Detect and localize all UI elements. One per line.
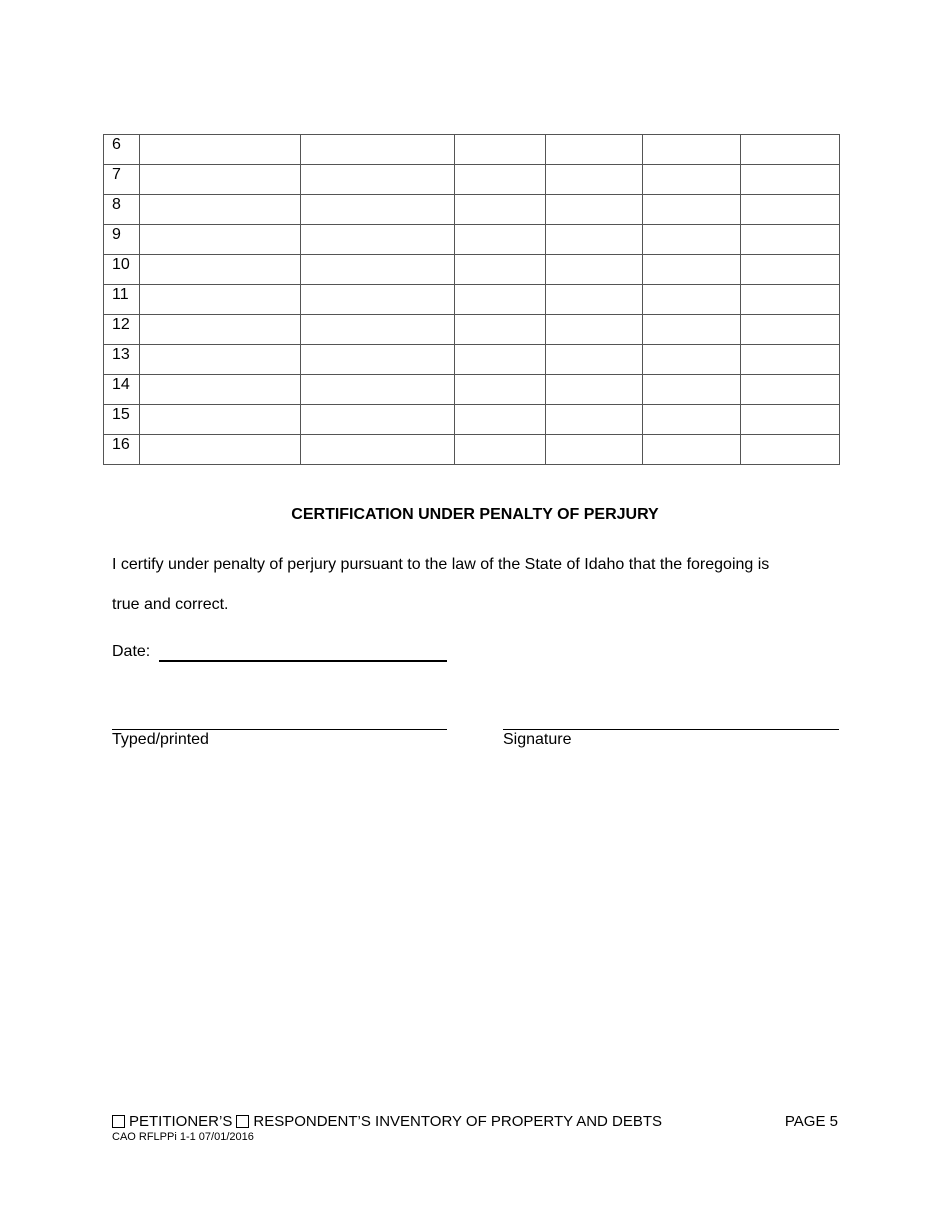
table-cell[interactable]: [140, 375, 301, 405]
table-cell[interactable]: [546, 405, 643, 435]
table-cell[interactable]: [455, 255, 546, 285]
table-cell[interactable]: [140, 285, 301, 315]
table-cell[interactable]: [301, 225, 455, 255]
table-cell[interactable]: [455, 195, 546, 225]
table-cell[interactable]: [140, 435, 301, 465]
table-cell[interactable]: [140, 195, 301, 225]
table-cell[interactable]: [140, 255, 301, 285]
table-cell[interactable]: [643, 255, 741, 285]
table-cell[interactable]: [643, 135, 741, 165]
row-number: 10: [104, 255, 140, 285]
table-cell[interactable]: [455, 375, 546, 405]
table-cell[interactable]: [455, 315, 546, 345]
table-cell[interactable]: [643, 345, 741, 375]
table-cell[interactable]: [455, 435, 546, 465]
table-cell[interactable]: [140, 165, 301, 195]
certification-text-line-1: I certify under penalty of perjury pursuant to the law of the State of Idaho that the foregoing is: [112, 556, 770, 573]
row-number: 7: [104, 165, 140, 195]
petitioner-checkbox[interactable]: [112, 1115, 125, 1128]
page-number: PAGE 5: [784, 1113, 838, 1130]
table-cell[interactable]: [455, 225, 546, 255]
footer-title: [112, 1113, 662, 1130]
row-number: 6: [104, 135, 140, 165]
typed-printed-label: Typed/printed: [112, 731, 209, 748]
row-number: 14: [104, 375, 140, 405]
table-cell[interactable]: [741, 285, 840, 315]
table-cell[interactable]: [643, 435, 741, 465]
row-number: 8: [104, 195, 140, 225]
row-number: 11: [104, 285, 140, 315]
respondent-checkbox[interactable]: [236, 1115, 249, 1128]
table-row: [104, 195, 840, 225]
typed-name-field[interactable]: [112, 729, 447, 730]
table-cell[interactable]: [301, 435, 455, 465]
table-cell[interactable]: [455, 345, 546, 375]
table-cell[interactable]: [546, 255, 643, 285]
table-cell[interactable]: [301, 405, 455, 435]
table-cell[interactable]: [643, 285, 741, 315]
inventory-table: [103, 134, 840, 465]
table-cell[interactable]: [301, 285, 455, 315]
table-cell[interactable]: [643, 375, 741, 405]
table-cell[interactable]: [546, 345, 643, 375]
table-cell[interactable]: [741, 405, 840, 435]
table-cell[interactable]: [741, 435, 840, 465]
table-row: [104, 285, 840, 315]
table-cell[interactable]: [546, 195, 643, 225]
table-cell[interactable]: [301, 195, 455, 225]
table-row: [104, 435, 840, 465]
table-cell[interactable]: [546, 435, 643, 465]
row-number: 16: [104, 435, 140, 465]
table-cell[interactable]: [140, 315, 301, 345]
table-cell[interactable]: [643, 405, 741, 435]
table-cell[interactable]: [301, 345, 455, 375]
table-cell[interactable]: [301, 375, 455, 405]
table-cell[interactable]: [546, 285, 643, 315]
table-cell[interactable]: [546, 135, 643, 165]
table-row: [104, 225, 840, 255]
table-cell[interactable]: [455, 165, 546, 195]
table-cell[interactable]: [455, 285, 546, 315]
date-label: Date:: [112, 643, 151, 660]
row-number: 13: [104, 345, 140, 375]
table-row: [104, 315, 840, 345]
table-cell[interactable]: [546, 225, 643, 255]
table-cell[interactable]: [455, 135, 546, 165]
form-code: CAO RFLPPi 1-1 07/01/2016: [112, 1131, 254, 1143]
table-cell[interactable]: [546, 315, 643, 345]
table-row: [104, 255, 840, 285]
row-number: 12: [104, 315, 140, 345]
table-cell[interactable]: [301, 255, 455, 285]
table-cell[interactable]: [301, 165, 455, 195]
signature-label: Signature: [503, 731, 572, 748]
table-cell[interactable]: [301, 315, 455, 345]
row-number: 15: [104, 405, 140, 435]
table-cell[interactable]: [741, 135, 840, 165]
table-row: [104, 405, 840, 435]
certification-text-line-2: true and correct.: [112, 596, 229, 613]
table-cell[interactable]: [741, 375, 840, 405]
table-cell[interactable]: [741, 165, 840, 195]
certification-heading: CERTIFICATION UNDER PENALTY OF PERJURY: [291, 506, 659, 523]
petitioner-label: PETITIONER’S: [129, 1113, 233, 1130]
table-row: [104, 375, 840, 405]
table-cell[interactable]: [741, 225, 840, 255]
table-cell[interactable]: [546, 375, 643, 405]
table-row: [104, 165, 840, 195]
table-cell[interactable]: [140, 345, 301, 375]
table-cell[interactable]: [643, 315, 741, 345]
table-cell[interactable]: [301, 135, 455, 165]
table-cell[interactable]: [741, 195, 840, 225]
row-number: 9: [104, 225, 140, 255]
table-cell[interactable]: [741, 315, 840, 345]
date-field[interactable]: [159, 660, 447, 662]
table-cell[interactable]: [741, 255, 840, 285]
table-cell[interactable]: [643, 165, 741, 195]
table-cell[interactable]: [140, 405, 301, 435]
table-row: [104, 135, 840, 165]
table-cell[interactable]: [140, 135, 301, 165]
table-cell[interactable]: [643, 195, 741, 225]
table-row: [104, 345, 840, 375]
respondent-label: RESPONDENT’S INVENTORY OF PROPERTY AND DEBTS: [253, 1113, 663, 1130]
table-cell[interactable]: [140, 225, 301, 255]
table-cell[interactable]: [643, 225, 741, 255]
table-cell[interactable]: [455, 405, 546, 435]
signature-field[interactable]: [503, 729, 839, 730]
table-cell[interactable]: [741, 345, 840, 375]
table-cell[interactable]: [546, 165, 643, 195]
